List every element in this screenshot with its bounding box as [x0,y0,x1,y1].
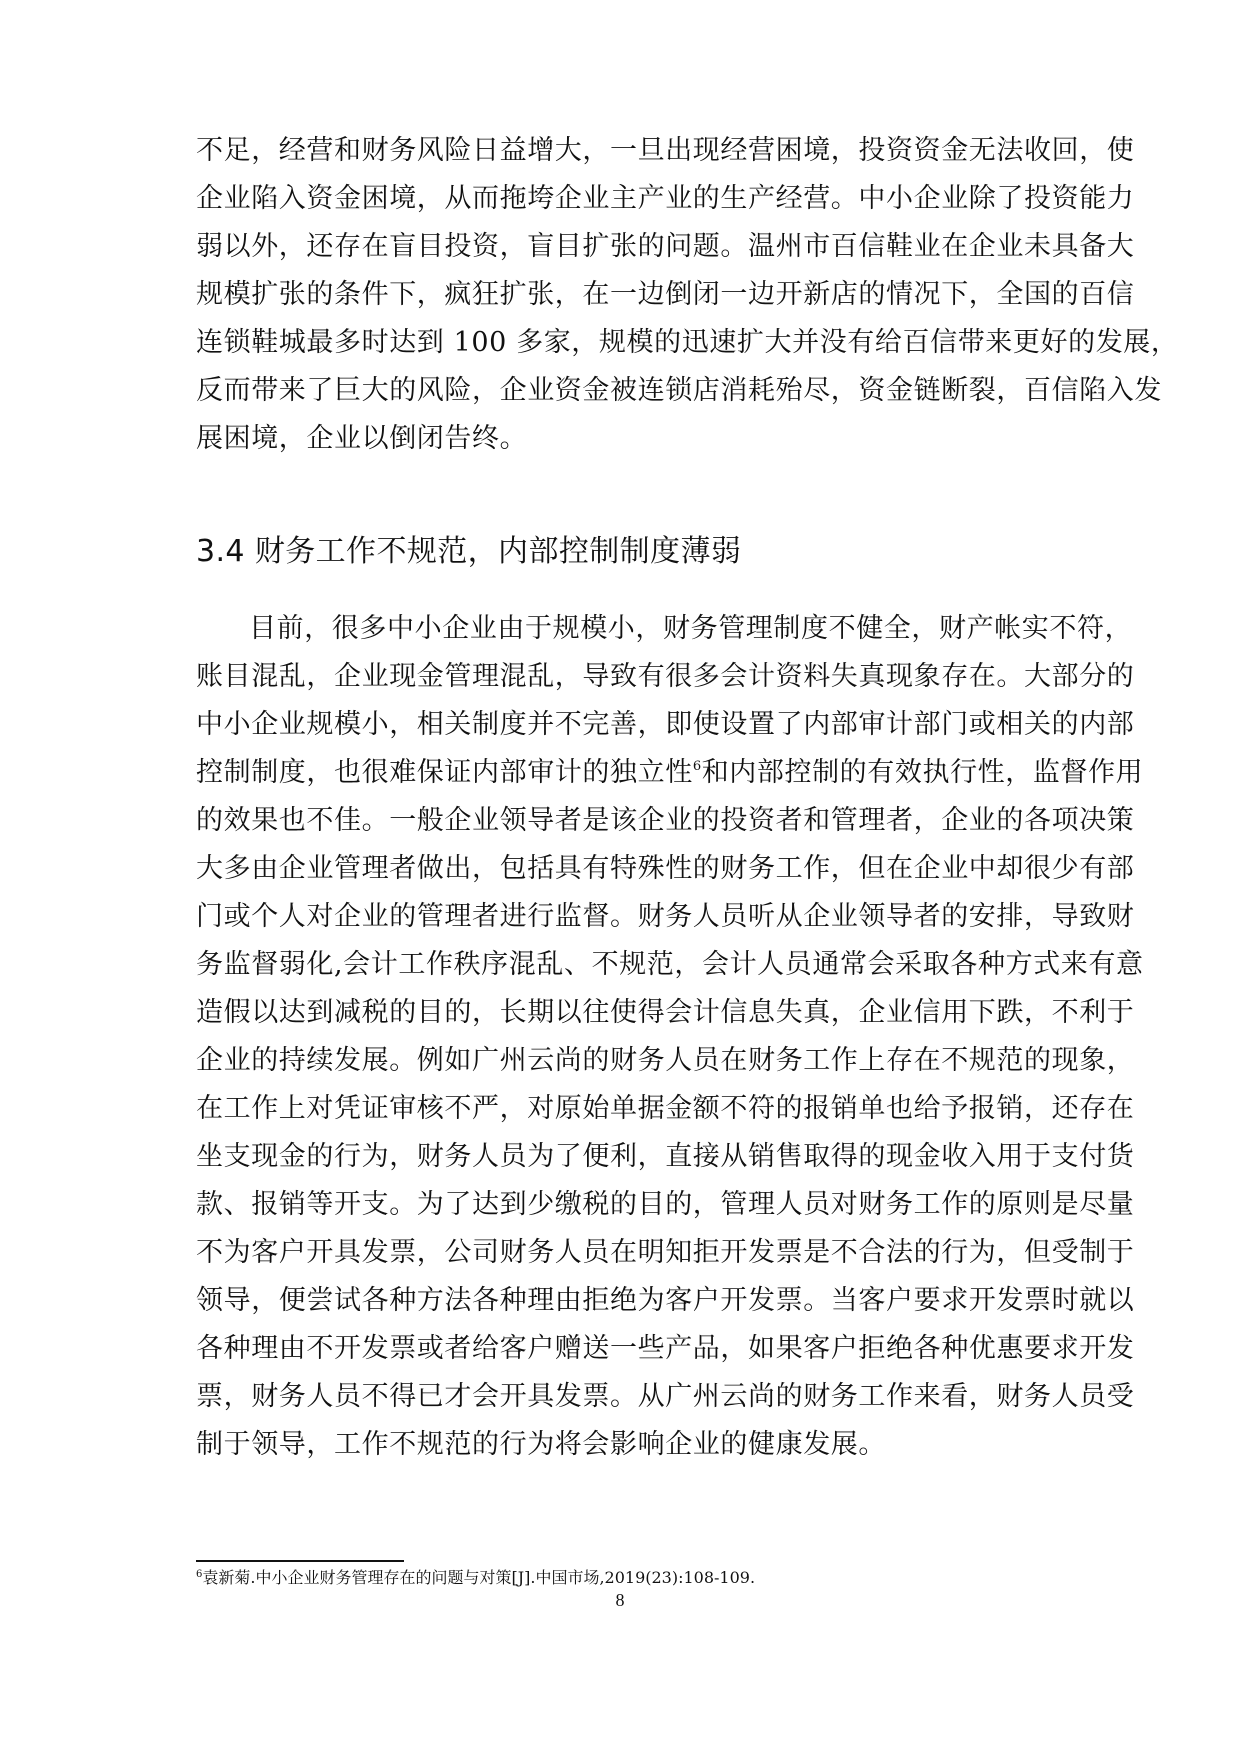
text-line: 领导，便尝试各种方法各种理由拒绝为客户开发票。当客户要求开发票时就以 [196,1285,1135,1316]
text-line-with-footnote-ref [196,755,1144,795]
text-segment: 和内部控制的有效执行性，监督作用 [701,757,1144,788]
text-line: 中小企业规模小，相关制度并不完善，即使设置了内部审计部门或相关的内部 [196,709,1135,740]
text-line: 票，财务人员不得已才会开具发票。从广州云尚的财务工作来看，财务人员受 [196,1381,1135,1412]
text-line: 企业陷入资金困境，从而拖垮企业主产业的生产经营。中小企业除了投资能力 [196,183,1135,214]
text-line: 不为客户开具发票，公司财务人员在明知拒开发票是不合法的行为，但受制于 [196,1237,1135,1268]
text-line: 大多由企业管理者做出，包括具有特殊性的财务工作，但在企业中却很少有部 [196,853,1135,884]
text-line: 反而带来了巨大的风险，企业资金被连锁店消耗殆尽，资金链断裂，百信陷入发 [196,375,1162,406]
footnote-marker: 6 [196,1569,203,1580]
text-segment: 控制制度，也很难保证内部审计的独立性 [196,757,693,788]
text-line: 目前，很多中小企业由于规模小，财务管理制度不健全，财产帐实不符， [249,613,1133,644]
text-line: 连锁鞋城最多时达到 100 多家，规模的迅速扩大并没有给百信带来更好的发展， [196,327,1179,358]
text-line: 坐支现金的行为，财务人员为了便利，直接从销售取得的现金收入用于支付货 [196,1141,1135,1172]
footnote-reference: 6 [692,759,702,774]
footnote-divider [196,1560,404,1562]
section-heading: 3.4 财务工作不规范，内部控制制度薄弱 [196,534,742,569]
text-line: 在工作上对凭证审核不严，对原始单据金额不符的报销单也给予报销，还存在 [196,1093,1135,1124]
footnote [196,1567,755,1589]
text-line: 的效果也不佳。一般企业领导者是该企业的投资者和管理者，企业的各项决策 [196,805,1135,836]
text-line: 展困境，企业以倒闭告终。 [196,423,528,454]
text-line: 账目混乱，企业现金管理混乱，导致有很多会计资料失真现象存在。大部分的 [196,661,1135,692]
text-line: 企业的持续发展。例如广州云尚的财务人员在财务工作上存在不规范的现象， [196,1045,1135,1076]
text-line: 各种理由不开发票或者给客户赠送一些产品，如果客户拒绝各种优惠要求开发 [196,1333,1135,1364]
text-line: 弱以外，还存在盲目投资，盲目扩张的问题。温州市百信鞋业在企业未具备大 [196,231,1135,262]
text-line: 务监督弱化,会计工作秩序混乱、不规范，会计人员通常会采取各种方式来有意 [196,949,1144,980]
text-line: 规模扩张的条件下，疯狂扩张，在一边倒闭一边开新店的情况下，全国的百信 [196,279,1135,310]
text-line: 不足，经营和财务风险日益增大，一旦出现经营困境，投资资金无法收回，使 [196,135,1135,166]
footnote-text: 袁新菊.中小企业财务管理存在的问题与对策[J].中国市场,2019(23):108-109. [202,1568,756,1587]
text-line: 款、报销等开支。为了达到少缴税的目的，管理人员对财务工作的原则是尽量 [196,1189,1135,1220]
page-number: 8 [615,1590,625,1610]
text-line: 门或个人对企业的管理者进行监督。财务人员听从企业领导者的安排，导致财 [196,901,1135,932]
text-line: 造假以达到减税的目的，长期以往使得会计信息失真，企业信用下跌，不利于 [196,997,1135,1028]
text-line: 制于领导，工作不规范的行为将会影响企业的健康发展。 [196,1429,886,1460]
